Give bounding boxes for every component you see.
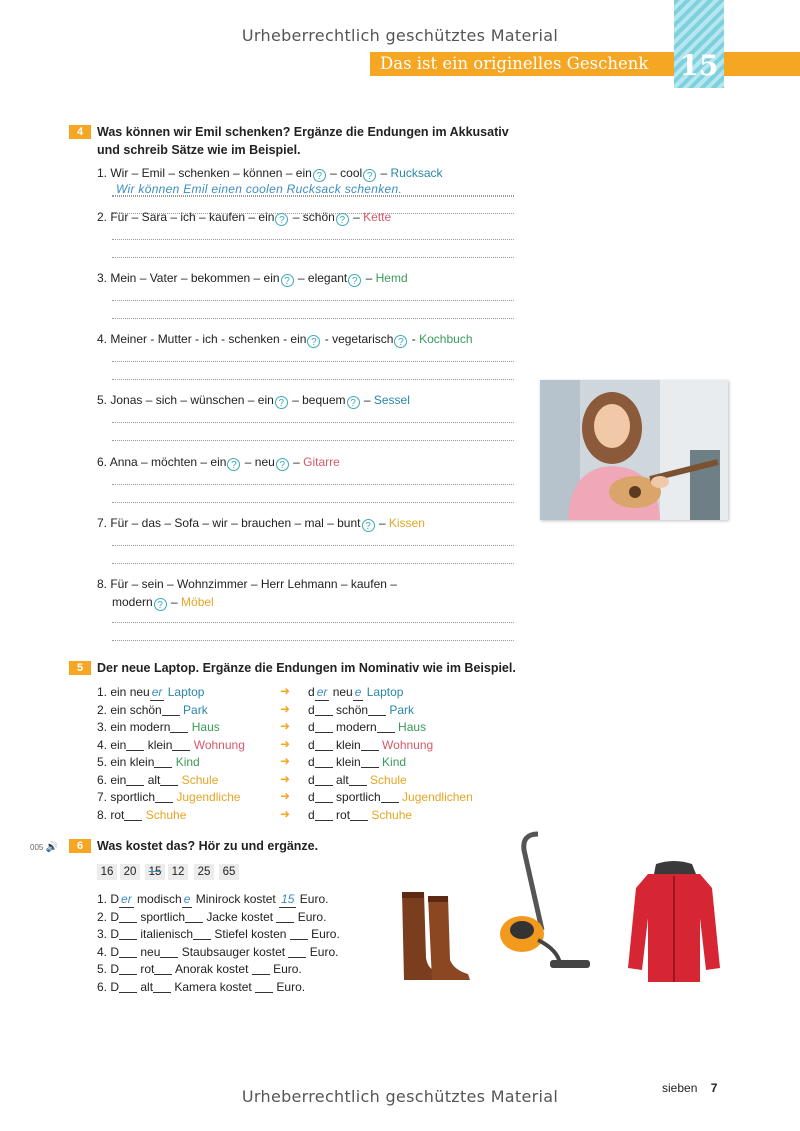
- item-words: Jonas – sich – wünschen – ein: [110, 393, 274, 407]
- answer-line[interactable]: [112, 640, 514, 641]
- arrow-icon: ➜: [280, 771, 291, 786]
- answer-line[interactable]: [112, 484, 514, 485]
- exercise-5-right: [308, 702, 414, 718]
- row-start: 2. D: [97, 909, 120, 924]
- row-end: Euro.: [269, 962, 302, 976]
- phrase-adjective: schön: [332, 702, 369, 717]
- question-mark-icon[interactable]: ?: [281, 274, 294, 287]
- phrase-adjective: klein: [332, 737, 361, 752]
- question-mark-icon[interactable]: ?: [394, 335, 407, 348]
- question-mark-icon[interactable]: ?: [348, 274, 361, 287]
- item-noun: Kissen: [388, 516, 425, 530]
- article-start: d: [308, 772, 315, 787]
- exercise-4-title-line1: Was können wir Emil schenken? Ergänze die Endungen im Akkusativ: [97, 125, 509, 139]
- answer-line[interactable]: [112, 300, 514, 301]
- item-noun: Kochbuch: [419, 332, 473, 346]
- ending-blank[interactable]: [350, 810, 368, 821]
- item-words: Wir – Emil – schenken – können – ein: [110, 166, 312, 180]
- phrase-start: 8. rot: [97, 807, 125, 822]
- exercise-6-title: Was kostet das? Hör zu und ergänze.: [97, 839, 319, 853]
- item-adjective: – cool: [326, 166, 363, 180]
- price-blank[interactable]: [290, 929, 308, 940]
- ending-blank[interactable]: [154, 964, 172, 975]
- item-words: Für – Sara – ich – kaufen – ein: [110, 210, 275, 224]
- price-blank[interactable]: [288, 947, 306, 958]
- vacuum-cleaner-image: [498, 830, 594, 976]
- exercise-4-item: [97, 331, 473, 348]
- row-adjective: modisch: [133, 892, 182, 906]
- item-adjective: – schön: [289, 210, 335, 224]
- question-mark-icon[interactable]: ?: [275, 213, 288, 226]
- item-words: Mein – Vater – bekommen – ein: [110, 271, 280, 285]
- exercise-5-left: [97, 702, 208, 718]
- ending-blank[interactable]: [315, 792, 333, 803]
- row-noun: Jacke kostet: [203, 909, 277, 924]
- question-mark-icon[interactable]: ?: [154, 598, 167, 611]
- page-title: Das ist ein originelles Geschenk: [380, 54, 649, 73]
- row-start: 3. D: [97, 927, 120, 941]
- item-adjective: – neu: [241, 455, 275, 469]
- phrase-noun: Haus: [394, 720, 427, 734]
- price-number-box: [145, 864, 165, 880]
- item-number: 7.: [97, 516, 111, 530]
- phrase-noun: Schule: [178, 772, 219, 787]
- ending-blank[interactable]: [155, 792, 173, 803]
- phrase-noun: Kind: [378, 755, 407, 769]
- item-words: Für – das – Sofa – wir – brauchen – mal – bunt: [110, 516, 361, 530]
- item-words: Meiner - Mutter - ich - schenken - ein: [110, 332, 307, 346]
- row-start: 1. D: [97, 892, 120, 906]
- row-noun: Anorak kostet: [172, 962, 252, 976]
- answer-line[interactable]: [112, 502, 514, 503]
- exercise-6-row: [97, 979, 305, 995]
- exercise-6-row: [97, 891, 328, 908]
- row-adjective: alt: [137, 979, 154, 994]
- ending-blank[interactable]: [381, 792, 399, 803]
- price-number-box: [219, 864, 239, 880]
- price-number-box: [120, 864, 140, 880]
- question-mark-icon[interactable]: ?: [336, 213, 349, 226]
- exercise-5-right: [308, 754, 406, 770]
- row-end: Euro.: [273, 979, 306, 994]
- exercise-5-left: [97, 737, 245, 753]
- filled-ending[interactable]: er: [121, 892, 132, 906]
- exercise-5-number: 5: [69, 661, 91, 675]
- question-mark-icon[interactable]: ?: [363, 169, 376, 182]
- page-footer: [662, 1081, 717, 1095]
- unit-number: 15: [679, 49, 719, 82]
- item-number: 3.: [97, 271, 111, 285]
- watermark-bottom: Urheberrechtlich geschütztes Material: [241, 1087, 559, 1106]
- filled-ending[interactable]: e: [354, 685, 362, 699]
- price-number: 15: [148, 866, 162, 878]
- exercise-5-right: [308, 807, 412, 823]
- phrase-start: 5. ein klein: [97, 755, 155, 769]
- answer-line[interactable]: [112, 440, 514, 441]
- phrase-noun: Jugendliche: [173, 790, 241, 804]
- row-end: Euro.: [306, 944, 339, 959]
- price-number: 20: [123, 866, 137, 878]
- price-number: 65: [222, 866, 236, 878]
- phrase-noun: Kind: [172, 755, 200, 769]
- exercise-5-right: [308, 684, 403, 701]
- item-dash: –: [375, 516, 389, 530]
- item-noun: Hemd: [375, 271, 408, 285]
- exercise-4-item: [97, 515, 425, 532]
- price-number-box: [168, 864, 188, 880]
- row-start: 5. D: [97, 962, 120, 976]
- row-end: Euro.: [294, 909, 327, 924]
- item-dash: –: [377, 166, 391, 180]
- ending-blank[interactable]: [315, 705, 333, 716]
- row-noun: Kamera kostet: [171, 979, 256, 994]
- item-adjective: - vegetarisch: [321, 332, 394, 346]
- red-anorak-image: [626, 858, 722, 986]
- ending-blank[interactable]: [124, 810, 142, 821]
- ending-blank[interactable]: [368, 705, 386, 716]
- ending-blank[interactable]: [162, 705, 180, 716]
- item-noun: Sessel: [373, 393, 410, 407]
- ending-blank[interactable]: [315, 722, 333, 733]
- price-number: 25: [197, 866, 211, 878]
- ending-blank[interactable]: [119, 912, 137, 923]
- item-adjective: – elegant: [294, 271, 348, 285]
- answer-line[interactable]: [112, 318, 514, 319]
- item-number: 5.: [97, 393, 111, 407]
- row-adjective: italienisch: [137, 927, 194, 941]
- item-dash: –: [349, 210, 364, 224]
- item-words: modern: [112, 595, 153, 609]
- item-dash: –: [289, 455, 304, 469]
- exercise-5-left: [97, 684, 204, 701]
- item-dash: –: [362, 271, 376, 285]
- exercise-5-left: [97, 719, 220, 735]
- girl-with-guitar-photo: [540, 380, 728, 520]
- ending-blank[interactable]: [119, 947, 137, 958]
- price-number: 12: [171, 866, 185, 878]
- ending-blank[interactable]: [377, 722, 395, 733]
- answer-line[interactable]: [112, 239, 514, 240]
- phrase-start: 1. ein neu: [97, 685, 150, 699]
- exercise-5-left: [97, 772, 218, 788]
- phrase-adjective: klein: [332, 755, 361, 769]
- item-number: 4.: [97, 332, 111, 346]
- answer-line: [112, 196, 514, 197]
- ending-blank[interactable]: [172, 740, 190, 751]
- row-start: 6. D: [97, 979, 120, 994]
- price-number-box: [194, 864, 214, 880]
- price-blank[interactable]: [255, 982, 273, 993]
- question-mark-icon[interactable]: ?: [276, 458, 289, 471]
- article-start: d: [308, 790, 315, 804]
- phrase-adjective: klein: [144, 737, 173, 752]
- exercise-5-right: [308, 737, 433, 753]
- price-number: 16: [100, 866, 114, 878]
- phrase-noun: Park: [386, 702, 415, 717]
- price-number-box: [97, 864, 117, 880]
- exercise-6-row: [97, 944, 338, 960]
- phrase-adjective: neu: [329, 685, 353, 699]
- exercise-6-number: 6: [69, 839, 91, 853]
- ending-blank[interactable]: [160, 775, 178, 786]
- filled-ending[interactable]: er: [151, 685, 163, 699]
- audio-track-number[interactable]: 005 🔊: [30, 842, 59, 853]
- row-noun: Minirock kostet: [192, 892, 280, 906]
- row-end: Euro.: [307, 927, 340, 941]
- phrase-adjective: rot: [332, 807, 351, 822]
- article-start: d: [308, 807, 315, 822]
- exercise-5-left: [97, 754, 200, 770]
- answer-line[interactable]: [112, 422, 514, 423]
- ending-blank[interactable]: [170, 722, 188, 733]
- speaker-icon: 🔊: [45, 842, 59, 853]
- filled-price[interactable]: 15: [281, 892, 295, 906]
- phrase-noun: Wohnung: [190, 737, 245, 752]
- phrase-adjective: sportlich: [332, 790, 381, 804]
- phrase-noun: Laptop: [363, 685, 404, 699]
- exercise-4-item: [97, 165, 443, 182]
- phrase-start: 7. sportlich: [97, 790, 156, 804]
- phrase-noun: Schuhe: [368, 807, 413, 822]
- ending-blank[interactable]: [315, 775, 333, 786]
- row-end: Euro.: [296, 892, 329, 906]
- exercise-5-left: [97, 807, 186, 823]
- boots-image: [398, 888, 472, 982]
- answer-line[interactable]: [112, 545, 514, 546]
- ending-blank[interactable]: [126, 740, 144, 751]
- ending-blank[interactable]: [119, 929, 137, 940]
- phrase-adjective: modern: [332, 720, 377, 734]
- phrase-start: 3. ein modern: [97, 720, 171, 734]
- exercise-5-right: [308, 772, 407, 788]
- question-mark-icon[interactable]: ?: [275, 396, 288, 409]
- article-start: d: [308, 702, 315, 717]
- phrase-start: 6. ein: [97, 772, 127, 787]
- question-mark-icon[interactable]: ?: [313, 169, 326, 182]
- phrase-noun: Laptop: [164, 685, 205, 699]
- phrase-noun: Schule: [366, 772, 407, 787]
- item-dash: –: [360, 393, 374, 407]
- arrow-icon: ➜: [280, 806, 291, 821]
- item-noun: Möbel: [181, 595, 214, 609]
- phrase-start: 2. ein schön: [97, 702, 162, 717]
- phrase-noun: Park: [179, 702, 208, 717]
- phrase-adjective: alt: [144, 772, 161, 787]
- item-number: 6.: [97, 455, 110, 469]
- ending-blank[interactable]: [160, 947, 178, 958]
- exercise-6-row: [97, 926, 340, 942]
- ending-blank[interactable]: [153, 982, 171, 993]
- ending-blank[interactable]: [361, 757, 379, 768]
- exercise-5-title: Der neue Laptop. Ergänze die Endungen im Nominativ wie im Beispiel.: [97, 661, 516, 675]
- exercise-4-item: [97, 454, 340, 471]
- row-noun: Staubsauger kostet: [178, 944, 289, 959]
- article-start: d: [308, 720, 315, 734]
- ending-blank[interactable]: [315, 740, 333, 751]
- arrow-icon: ➜: [280, 754, 291, 768]
- exercise-4-item-8-line1: 8. Für – sein – Wohnzimmer – Herr Lehmann – kaufen –: [97, 577, 397, 591]
- item-words: Anna – möchten – ein: [109, 455, 227, 469]
- row-adjective: rot: [137, 962, 155, 976]
- item-adjective: – bequem: [288, 393, 346, 407]
- arrow-icon: ➜: [280, 701, 291, 716]
- answer-line[interactable]: [112, 361, 514, 362]
- question-mark-icon[interactable]: ?: [307, 335, 320, 348]
- phrase-adjective: alt: [332, 772, 349, 787]
- item-dash: –: [167, 595, 182, 609]
- exercise-5-right: [308, 789, 473, 805]
- exercise-4-example-answer: Wir können Emil einen coolen Rucksack schenken.: [116, 182, 403, 196]
- exercise-4-title-line2: und schreib Sätze wie im Beispiel.: [97, 143, 301, 157]
- item-noun: Rucksack: [390, 166, 443, 180]
- item-noun: Gitarre: [303, 455, 340, 469]
- item-number: 2.: [97, 210, 111, 224]
- exercise-5-right: [308, 719, 426, 735]
- row-adjective: sportlich: [137, 909, 186, 924]
- row-adjective: neu: [137, 944, 161, 959]
- article-start: d: [308, 737, 315, 752]
- filled-ending[interactable]: er: [316, 685, 328, 699]
- ending-blank[interactable]: [193, 929, 211, 940]
- exercise-4-number: 4: [69, 125, 91, 139]
- phrase-start: 4. ein: [97, 737, 127, 752]
- page-word: sieben: [662, 1081, 698, 1095]
- answer-line[interactable]: [112, 257, 514, 258]
- question-mark-icon[interactable]: ?: [362, 519, 375, 532]
- article-start: d: [308, 755, 315, 769]
- phrase-noun: Wohnung: [378, 737, 434, 752]
- question-mark-icon[interactable]: ?: [227, 458, 240, 471]
- arrow-icon: ➜: [280, 719, 291, 733]
- article-start: d: [308, 685, 315, 699]
- answer-line[interactable]: [112, 379, 514, 380]
- watermark-top: Urheberrechtlich geschütztes Material: [241, 26, 559, 45]
- exercise-5-left: [97, 789, 240, 805]
- ending-blank[interactable]: [126, 775, 144, 786]
- row-start: 4. D: [97, 944, 120, 959]
- ending-blank[interactable]: [119, 982, 137, 993]
- price-blank[interactable]: [276, 912, 294, 923]
- ending-blank[interactable]: [185, 912, 203, 923]
- arrow-icon: ➜: [280, 736, 291, 751]
- row-noun: Stiefel kosten: [211, 927, 290, 941]
- page-number: 7: [710, 1081, 718, 1095]
- item-noun: Kette: [363, 210, 392, 224]
- answer-line[interactable]: [112, 622, 514, 623]
- arrow-icon: ➜: [280, 684, 291, 698]
- exercise-4-item: [97, 392, 410, 409]
- exercise-6-row: [97, 909, 326, 925]
- ending-blank[interactable]: [315, 757, 333, 768]
- ending-blank[interactable]: [361, 740, 379, 751]
- filled-ending[interactable]: e: [183, 892, 191, 906]
- item-dash: -: [408, 332, 420, 346]
- question-mark-icon[interactable]: ?: [347, 396, 360, 409]
- phrase-noun: Haus: [188, 720, 220, 734]
- ending-blank[interactable]: [349, 775, 367, 786]
- exercise-4-item: [97, 270, 408, 287]
- ending-blank[interactable]: [154, 757, 172, 768]
- phrase-noun: Jugendlichen: [398, 790, 473, 804]
- exercise-4-item-8-line2: [112, 594, 214, 611]
- answer-line[interactable]: [112, 563, 514, 564]
- ending-blank[interactable]: [119, 964, 137, 975]
- item-number: 1.: [97, 166, 111, 180]
- price-blank[interactable]: [252, 964, 270, 975]
- exercise-6-row: [97, 961, 302, 977]
- ending-blank[interactable]: [315, 810, 333, 821]
- exercise-4-item: [97, 209, 391, 226]
- phrase-noun: Schuhe: [142, 807, 187, 822]
- arrow-icon: ➜: [280, 789, 291, 803]
